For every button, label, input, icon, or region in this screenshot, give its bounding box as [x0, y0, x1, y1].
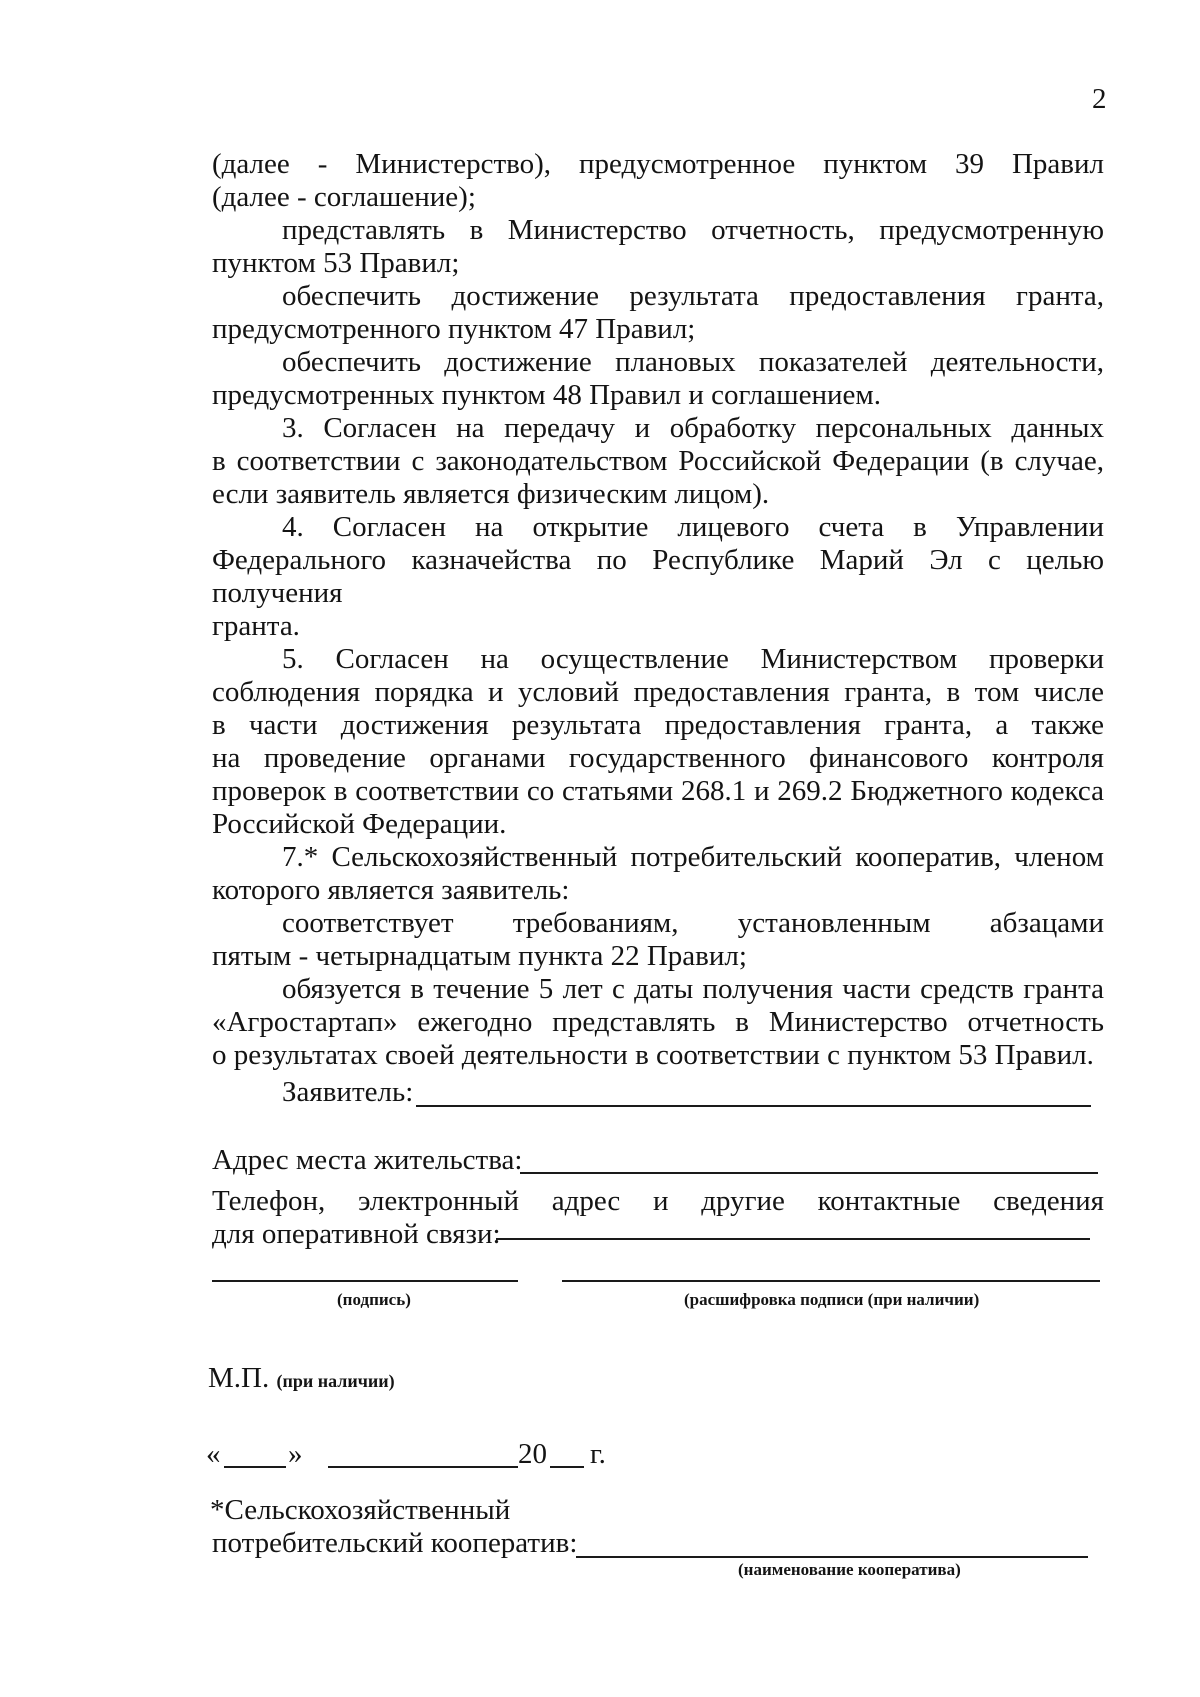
paragraph: [212, 775, 1104, 808]
text-line: Федерального казначейства по Республике Марий Эл с целью получения: [212, 544, 1104, 609]
paragraph: [212, 478, 1104, 511]
paragraph: [212, 247, 1104, 280]
paragraph: [212, 808, 1104, 841]
text-line: соответствует требованиям, установленным абзацами: [282, 907, 1104, 939]
paragraph: [212, 148, 1104, 181]
date-year-prefix: 20: [518, 1438, 547, 1470]
paragraph: [212, 181, 1104, 214]
paragraph: [212, 610, 1104, 643]
contacts-line[interactable]: [496, 1238, 1090, 1240]
paragraph: [212, 280, 1104, 313]
text-line: которого является заявитель:: [212, 874, 570, 906]
text-line: обеспечить достижение плановых показателей деятельности,: [282, 346, 1104, 378]
paragraph: [212, 1006, 1104, 1039]
paragraph: [212, 874, 1104, 907]
text-line: (далее - Министерство), предусмотренное пунктом 39 Правил: [212, 148, 1104, 180]
text-line: представлять в Министерство отчетность, предусмотренную: [282, 214, 1104, 246]
text-line: предусмотренных пунктом 48 Правил и соглашением.: [212, 379, 881, 411]
contacts-label-line2: для оперативной связи:: [212, 1218, 501, 1250]
applicant-label: Заявитель:: [282, 1076, 414, 1108]
text-line: (далее - соглашение);: [212, 181, 476, 213]
paragraph: [212, 544, 1104, 610]
paragraph: [212, 643, 1104, 676]
text-line: предусмотренного пунктом 47 Правил;: [212, 313, 696, 345]
contacts-label-line1: Телефон, электронный адрес и другие контактные сведения: [212, 1185, 1104, 1217]
text-line: 5. Согласен на осуществление Министерством проверки: [282, 643, 1104, 675]
text-line: гранта.: [212, 610, 300, 642]
text-line: 7.* Сельскохозяйственный потребительский кооператив, членом: [282, 841, 1104, 873]
paragraph: [212, 511, 1104, 544]
paragraph: [212, 379, 1104, 412]
address-line[interactable]: [520, 1172, 1098, 1174]
paragraph: [212, 841, 1104, 874]
text-line: проверок в соответствии со статьями 268.1 и 269.2 Бюджетного кодекса: [212, 775, 1104, 807]
paragraph: [212, 907, 1104, 940]
signature-decode-caption: (расшифровка подписи (при наличии): [684, 1290, 980, 1309]
text-line: если заявитель является физическим лицом).: [212, 478, 770, 510]
paragraph: [212, 940, 1104, 973]
page-number: 2: [1092, 83, 1107, 115]
coop-caption: (наименование кооператива): [738, 1560, 961, 1579]
text-line: обязуется в течение 5 лет с даты получения части средств гранта: [282, 973, 1104, 1005]
signature-caption: (подпись): [337, 1290, 411, 1309]
seal-label: [208, 1362, 395, 1398]
text-line: 3. Согласен на передачу и обработку персональных данных: [282, 412, 1104, 444]
text-line: «Агростартап» ежегодно представлять в Министерство отчетность: [212, 1006, 1104, 1038]
date-month-line[interactable]: [328, 1466, 518, 1468]
text-line: на проведение органами государственного финансового контроля: [212, 742, 1104, 774]
paragraph: [212, 346, 1104, 379]
date-open-quote: «: [206, 1438, 221, 1470]
date-day-line[interactable]: [224, 1466, 286, 1468]
date-year-line[interactable]: [550, 1466, 584, 1468]
paragraph: [212, 214, 1104, 247]
paragraph: [212, 313, 1104, 346]
text-line: Российской Федерации.: [212, 808, 507, 840]
text-line: пунктом 53 Правил;: [212, 247, 460, 279]
paragraph: [212, 742, 1104, 775]
seal-abbrev: М.П.: [208, 1362, 270, 1394]
text-line: в части достижения результата предоставления гранта, а также: [212, 709, 1104, 741]
paragraph: [212, 973, 1104, 1006]
address-label: Адрес места жительства:: [212, 1144, 523, 1176]
signature-line[interactable]: [212, 1280, 518, 1282]
paragraph: [212, 445, 1104, 478]
coop-line[interactable]: [576, 1556, 1088, 1558]
text-line: 4. Согласен на открытие лицевого счета в Управлении: [282, 511, 1104, 543]
text-line: пятым - четырнадцатым пункта 22 Правил;: [212, 940, 747, 972]
signature-decode-line[interactable]: [562, 1280, 1100, 1282]
text-line: в соответствии с законодательством Российской Федерации (в случае,: [212, 445, 1104, 477]
date-close-quote: »: [288, 1438, 303, 1470]
paragraph: [212, 676, 1104, 709]
text-line: соблюдения порядка и условий предоставления гранта, в том числе: [212, 676, 1104, 708]
coop-label-line2: потребительский кооператив:: [212, 1527, 578, 1559]
applicant-line[interactable]: [416, 1105, 1091, 1107]
seal-note: (при наличии): [276, 1371, 395, 1391]
paragraph: [212, 1039, 1104, 1072]
body-text: [212, 148, 1104, 1072]
coop-label-line1: *Сельскохозяйственный: [210, 1494, 511, 1526]
text-line: обеспечить достижение результата предоставления гранта,: [282, 280, 1104, 312]
paragraph: [212, 412, 1104, 445]
paragraph: [212, 709, 1104, 742]
text-line: о результатах своей деятельности в соответствии с пунктом 53 Правил.: [212, 1039, 1094, 1071]
date-year-suffix: г.: [590, 1438, 606, 1470]
